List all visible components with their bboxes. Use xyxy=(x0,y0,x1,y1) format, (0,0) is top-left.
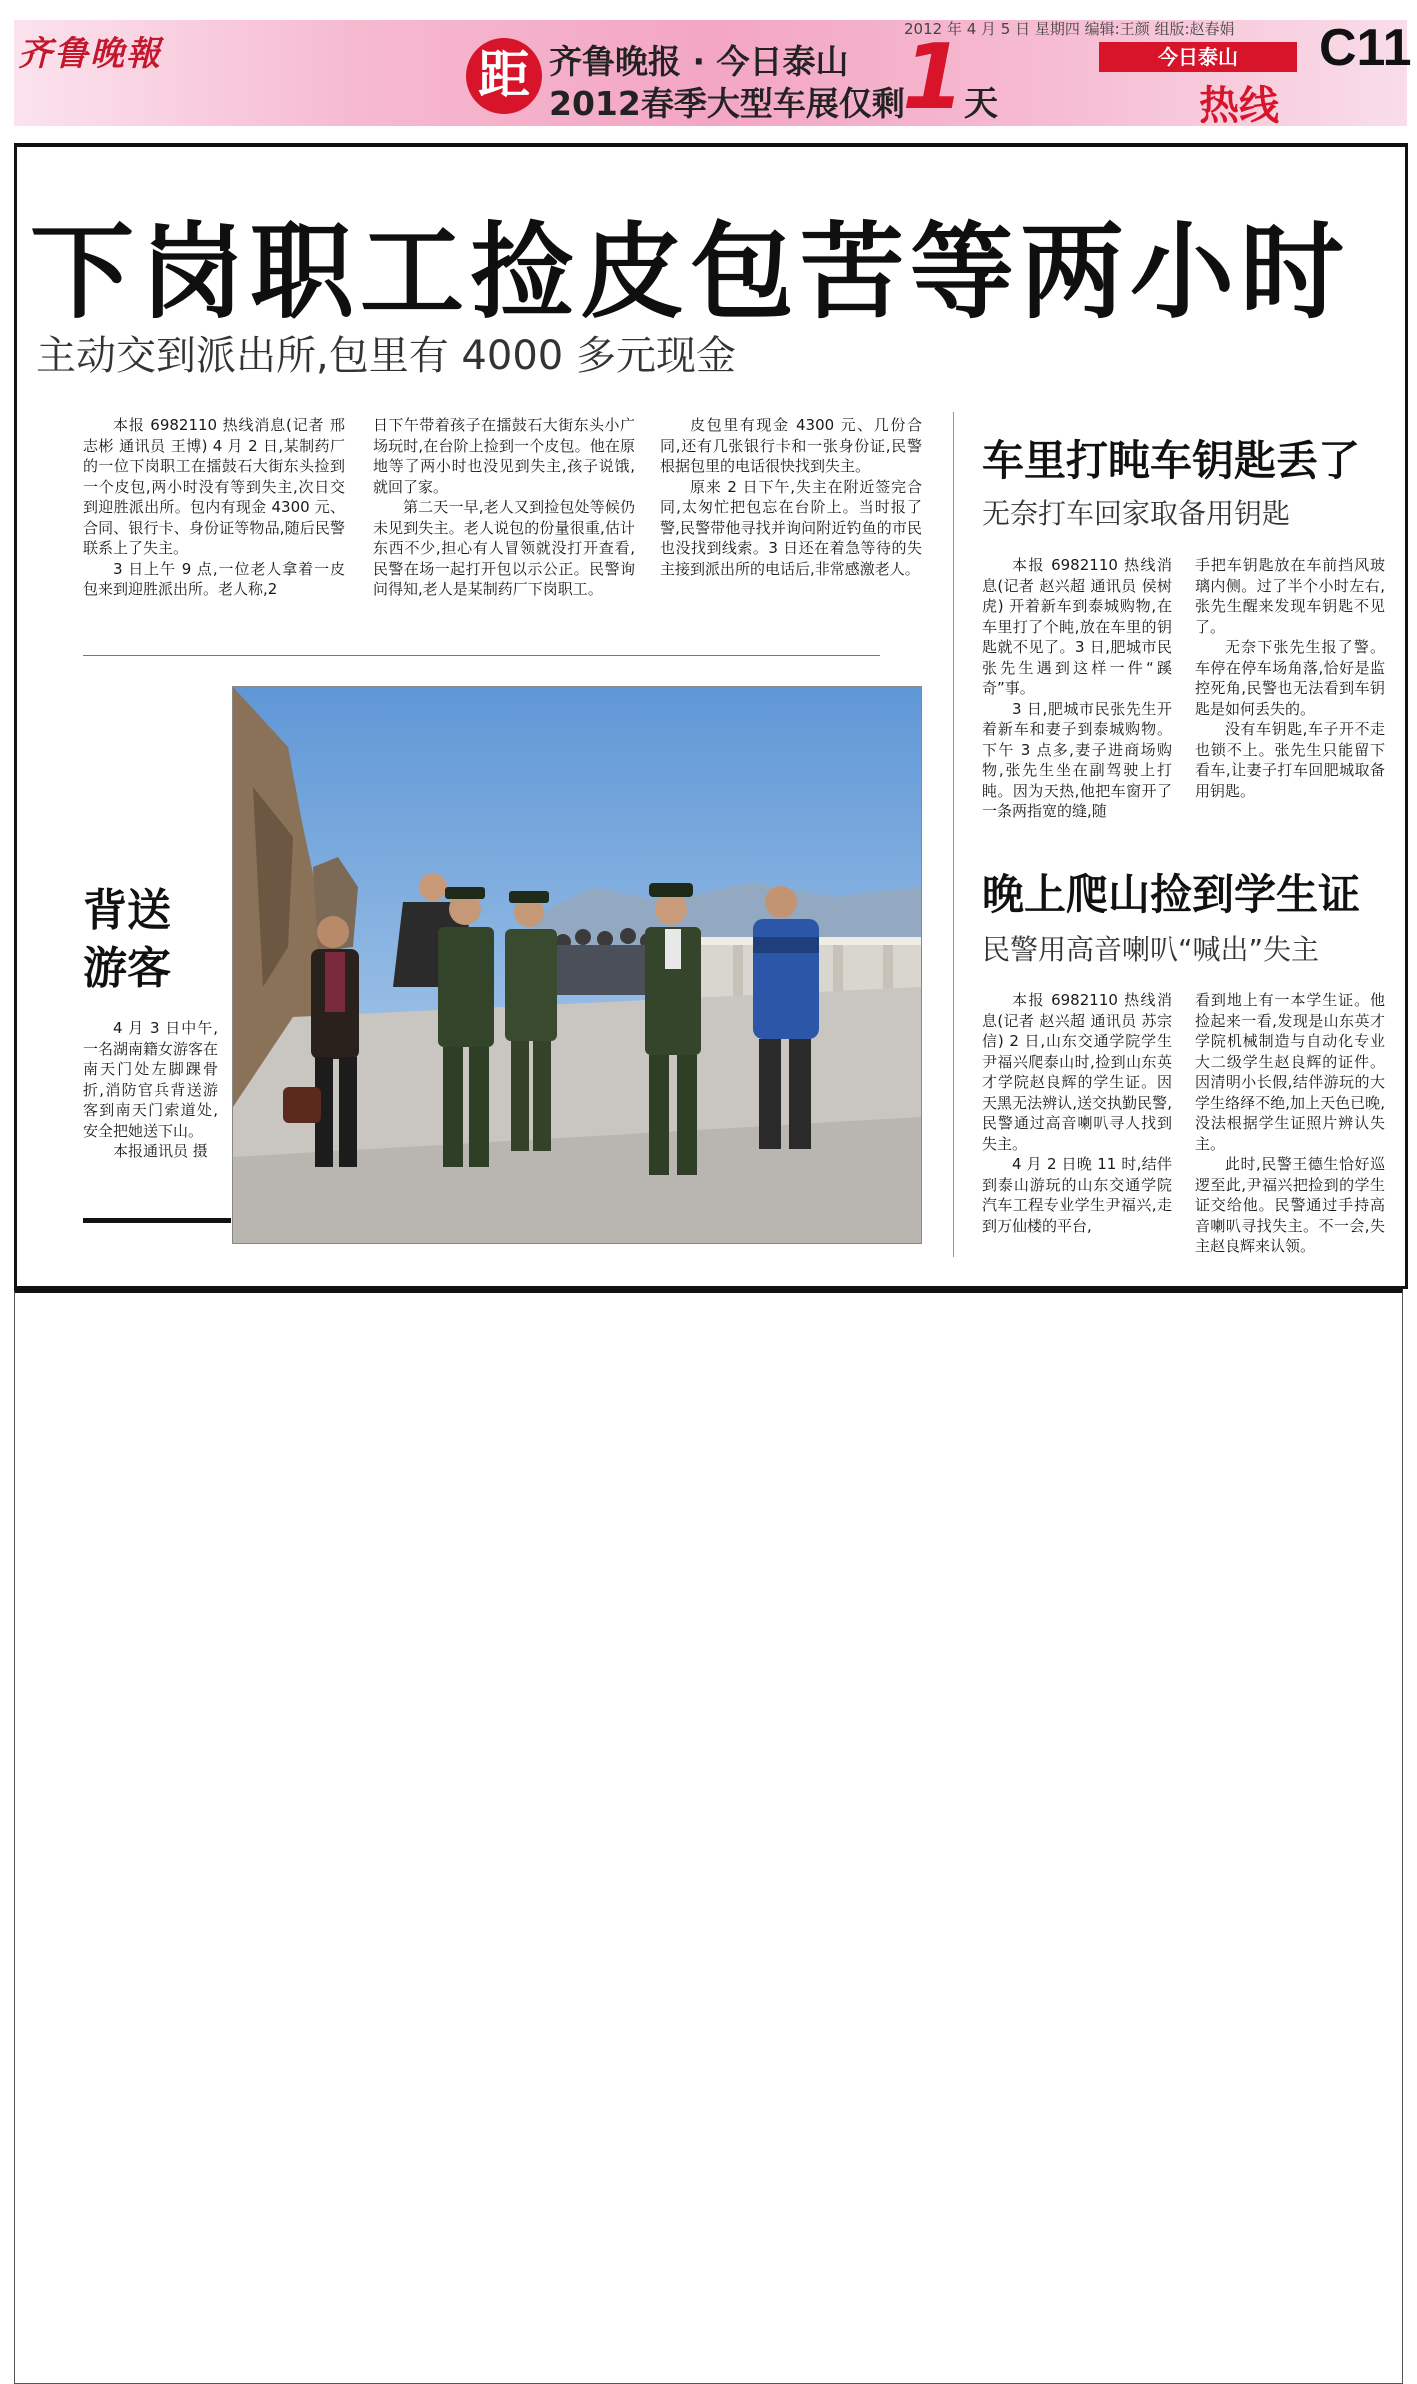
paragraph: 日下午带着孩子在擂鼓石大街东头小广场玩时,在台阶上捡到一个皮包。他在原地等了两小时也没见到失主,孩子说饿,就回了家。 xyxy=(373,416,635,496)
countdown-badge: 距 xyxy=(466,38,542,114)
paragraph: 皮包里有现金 4300 元、几份合同,还有几张银行卡和一张身份证,民警根据包里的电话很快找到失主。 xyxy=(660,416,922,475)
horizontal-divider xyxy=(83,655,880,656)
paragraph: 手把车钥匙放在车前挡风玻璃内侧。过了半个小时左右,张先生醒来发现车钥匙不见了。 xyxy=(1195,556,1385,636)
caption-title-line: 背送 xyxy=(83,885,171,936)
photo-caption-title xyxy=(83,882,171,998)
news-photo xyxy=(232,686,922,1244)
story3-subhead: 民警用高音喇叭“喊出”失主 xyxy=(982,933,1320,966)
page-header xyxy=(14,18,1412,130)
section-tag: 今日泰山 xyxy=(1099,42,1297,72)
paragraph: 此时,民警王德生恰好巡逻至此,尹福兴把捡到的学生证交给他。民警通过手持高音喇叭寻找失主。不一会,失主赵良辉来认领。 xyxy=(1195,1155,1385,1255)
paragraph: 本报 6982110 热线消息(记者 赵兴超 通讯员 苏宗信) 2 日,山东交通学院学生尹福兴爬泰山时,捡到山东英才学院赵良辉的学生证。因天黑无法辨认,送交执勤民警,民警通过高音喇叭寻人找到失主。 xyxy=(982,991,1172,1153)
story3-column-1 xyxy=(982,990,1172,1236)
paragraph: 原来 2 日下午,失主在附近签完合同,太匆忙把包忘在台阶上。当时报了警,民警带他寻找并询问附近钓鱼的市民也没找到线索。3 日还在着急等待的失主接到派出所的电话后,非常感激老人。 xyxy=(660,477,922,578)
photo-caption-body xyxy=(83,1018,218,1162)
paragraph: 看到地上有一本学生证。他捡起来一看,发现是山东英才学院机械制造与自动化专业大二级学生赵良辉的证件。因清明小长假,结伴游玩的大学生络绎不绝,加上天色已晚,没法根据学生证照片辨认失主。 xyxy=(1195,991,1385,1153)
paragraph: 本报 6982110 热线消息(记者 邢志彬 通讯员 王博) 4 月 2 日,某制药厂的一位下岗职工在擂鼓石大街东头捡到一个皮包,两小时没有等到失主,次日交到迎胜派出所。包内有现金 4300 元、合同、银行卡、身份证等物品,随后民警联系上了失主。 xyxy=(83,416,345,557)
paragraph: 3 日上午 9 点,一位老人拿着一皮包来到迎胜派出所。老人称,2 xyxy=(83,559,345,598)
story2-column-2 xyxy=(1195,555,1385,801)
story2-headline: 车里打盹车钥匙丢了 xyxy=(982,436,1361,485)
story3-headline: 晚上爬山捡到学生证 xyxy=(982,870,1361,919)
story2-subhead: 无奈打车回家取备用钥匙 xyxy=(982,497,1291,530)
lead-headline: 下岗职工捡皮包苦等两小时 xyxy=(30,211,1351,333)
promo-title: 齐鲁晚报 · 今日泰山 xyxy=(549,42,849,81)
column-name: 热线 xyxy=(1199,83,1279,129)
lead-subhead: 主动交到派出所,包里有 4000 多元现金 xyxy=(36,333,736,379)
paragraph: 无奈下张先生报了警。车停在停车场角落,恰好是监控死角,民警也无法看到车钥匙是如何丢失的。 xyxy=(1195,638,1385,718)
caption-rule xyxy=(83,1218,231,1223)
photo-credit: 本报通讯员 摄 xyxy=(113,1142,208,1160)
countdown-number: 1 xyxy=(902,25,965,130)
caption-text: 4 月 3 日中午,一名湖南籍女游客在南天门处左脚踝骨折,消防官兵背送游客到南天门索道处,安全把她送下山。 xyxy=(83,1019,219,1140)
page-number: C11 xyxy=(1319,19,1412,77)
countdown-unit: 天 xyxy=(964,84,998,124)
blank-lower-frame xyxy=(14,1289,1403,2384)
lead-column-3 xyxy=(660,415,922,579)
story3-column-2 xyxy=(1195,990,1385,1257)
paragraph: 没有车钥匙,车子开不走也锁不上。张先生只能留下看车,让妻子打车回肥城取备用钥匙。 xyxy=(1195,720,1385,800)
vertical-divider xyxy=(953,412,954,1257)
paragraph: 3 日,肥城市民张先生开着新车和妻子到泰城购物。下午 3 点多,妻子进商场购物,张先生坐在副驾驶上打盹。因为天热,他把车窗开了一条两指宽的缝,随 xyxy=(982,699,1172,820)
paragraph: 本报 6982110 热线消息(记者 赵兴超 通讯员 侯树虎) 开着新车到泰城购物,在车里打了个盹,放在车里的钥匙就不见了。3 日,肥城市民张先生遇到这样一件“蹊奇”事。 xyxy=(982,556,1172,697)
story2-column-1 xyxy=(982,555,1172,822)
lead-column-2 xyxy=(373,415,635,600)
photo-illustration xyxy=(233,687,921,1243)
paragraph: 4 月 2 日晚 11 时,结伴到泰山游玩的山东交通学院汽车工程专业学生尹福兴,走到万仙楼的平台, xyxy=(982,1155,1172,1235)
lead-column-1 xyxy=(83,415,345,600)
newspaper-logo: 齐鲁晚報 xyxy=(18,34,162,74)
caption-title-line: 游客 xyxy=(83,943,171,994)
promo-subtitle: 2012春季大型车展仅剩 xyxy=(549,84,905,123)
issue-meta: 2012 年 4 月 5 日 星期四 编辑:王颜 组版:赵春娟 xyxy=(904,20,1235,38)
paragraph: 第二天一早,老人又到捡包处等候仍未见到失主。老人说包的份量很重,估计东西不少,担心有人冒领就没打开查看,民警在场一起打开包以示公正。民警询问得知,老人是某制药厂下岗职工。 xyxy=(373,498,635,598)
